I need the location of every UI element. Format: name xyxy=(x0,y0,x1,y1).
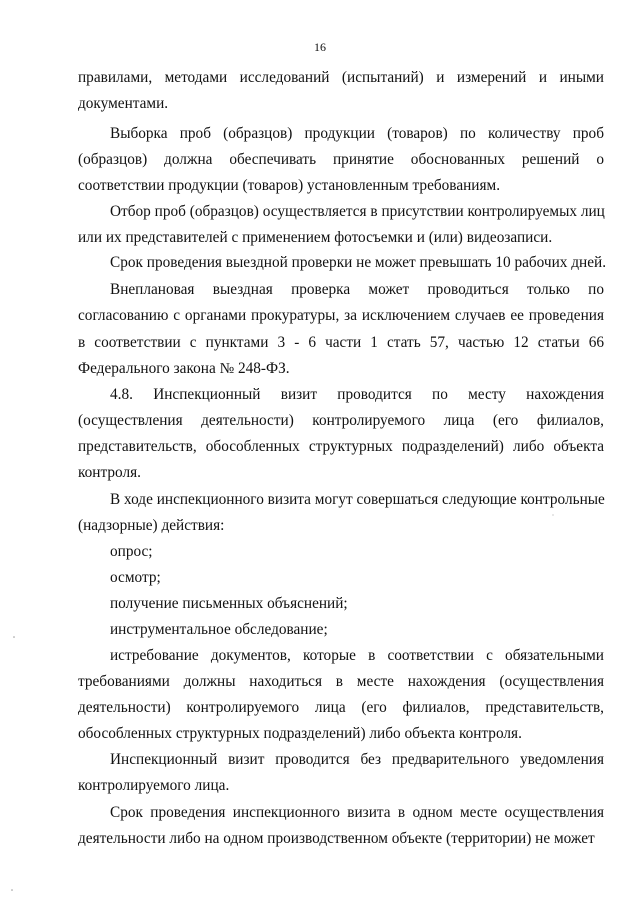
text-line: или их представителей с применением фотосъемки и (или) видеозаписи. xyxy=(78,229,553,246)
text-line: соответствии продукции (товаров) установленным требованиям. xyxy=(78,177,501,194)
text-line: деятельности либо на одном производственном объекте (территории) не может xyxy=(78,830,595,847)
page-number: 16 xyxy=(314,40,326,54)
text-line: Выборка проб (образцов) продукции (товаров) по количеству проб xyxy=(110,125,604,142)
text-line: 4.8. Инспекционный визит проводится по месту нахождения xyxy=(110,386,604,403)
list-item: получение письменных объяснений; xyxy=(110,595,348,612)
text-line: требованиями должны находиться в месте нахождения (осуществления xyxy=(78,673,604,690)
text-line: деятельности) контролируемого лица (его филиалов, представительств, xyxy=(78,699,604,716)
text-line: Инспекционный визит проводится без предварительного уведомления xyxy=(110,751,604,768)
list-item: осмотр; xyxy=(110,569,161,586)
text-line: согласованию с органами прокуратуры, за исключением случаев ее проведения xyxy=(78,307,604,324)
text-line: (надзорные) действия: xyxy=(78,517,225,534)
text-line: документами. xyxy=(78,95,169,112)
text-line: Срок проведения выездной проверки не может превышать 10 рабочих дней. xyxy=(110,254,607,271)
list-item: опрос; xyxy=(110,543,153,560)
text-line: контролируемого лица. xyxy=(78,777,230,794)
text-line: правилами, методами исследований (испытаний) и измерений и иными xyxy=(78,69,604,86)
text-line: Внеплановая выездная проверка может проводиться только по xyxy=(110,281,604,298)
list-item: инструментальное обследование; xyxy=(110,621,328,638)
list-item: истребование документов, которые в соответствии с обязательными xyxy=(110,647,604,664)
text-line: В ходе инспекционного визита могут совершаться следующие контрольные xyxy=(110,491,605,508)
text-line: Срок проведения инспекционного визита в одном месте осуществления xyxy=(110,804,604,821)
text-line: в соответствии с пунктами 3 - 6 части 1 стать 57, частью 12 статьи 66 xyxy=(78,334,604,351)
text-line: Отбор проб (образцов) осуществляется в присутствии контролируемых лиц xyxy=(110,203,605,220)
text-line: контроля. xyxy=(78,464,141,481)
text-line: (образцов) должна обеспечивать принятие обоснованных решений о xyxy=(78,151,604,168)
text-line: (осуществления деятельности) контролируемого лица (его филиалов, xyxy=(78,412,604,429)
text-line: представительств, обособленных структурных подразделений) либо объекта xyxy=(78,438,604,455)
text-line: Федерального закона № 248-ФЗ. xyxy=(78,360,290,377)
text-line: обособленных структурных подразделений) либо объекта контроля. xyxy=(78,725,522,742)
